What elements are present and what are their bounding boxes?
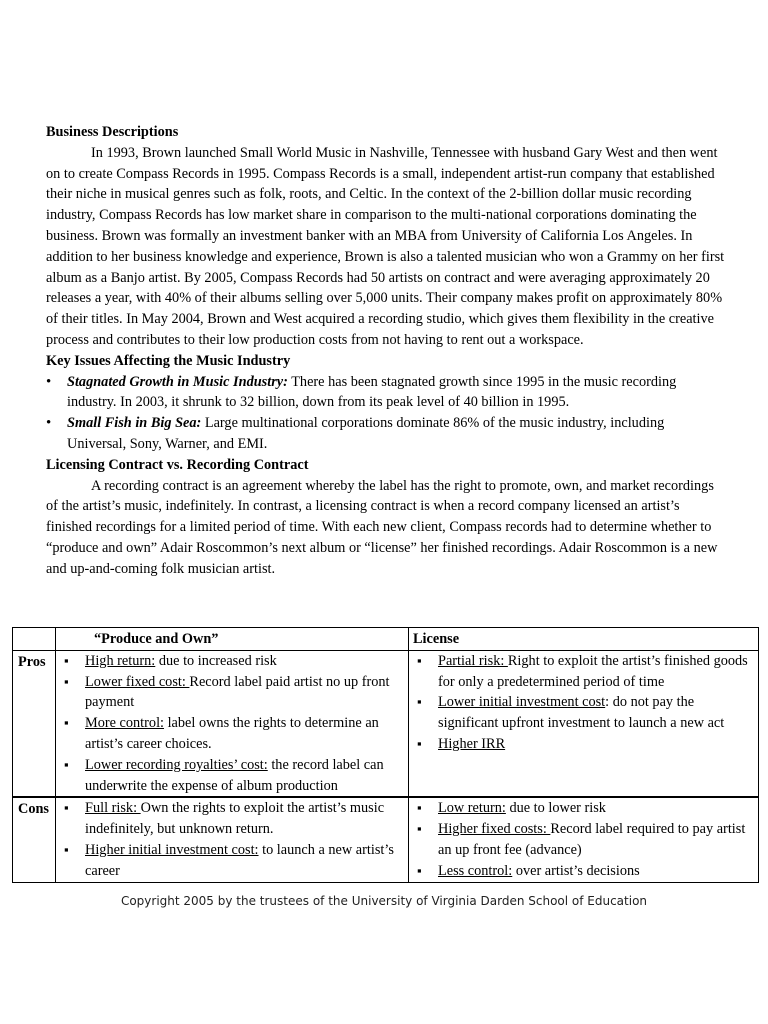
document-body	[46, 122, 726, 580]
issue-item	[46, 413, 726, 455]
cons-license-list	[413, 798, 754, 881]
corner-cell	[13, 628, 56, 651]
list-item: ▪ High return: due to increased risk	[60, 651, 404, 672]
pros-produce-list	[60, 651, 404, 797]
pros-license-cell	[409, 650, 759, 797]
licensing-paragraph: A recording contract is an agreement whereby the label has the right to promote, own, and market recordings of the artist’s music, indefinitely. In contrast, a licensing contract is when a record company licensed an artist’s finished recordings for a limited period of time. With each new client, Compass records had to determine whether to “produce and own” Adair Roscommon’s next album or “license” her finished recordings. Adair Roscommon is a new and up-and-coming folk musician artist.	[46, 477, 718, 577]
list-item: ▪ Low return: due to lower risk	[413, 798, 754, 819]
issue-text: There has been stagnated growth since 1995 in the music recording industry. In 2003, it shrunk to 32 billion, down from its peak level of 40 billion in 1995.	[67, 373, 677, 411]
issues-heading: Key Issues Affecting the Music Industry	[46, 352, 291, 369]
list-item: ▪ Lower fixed cost: Record label paid artist no up front payment	[60, 672, 404, 714]
table-header-row	[13, 628, 759, 651]
list-item: ▪ Less control: over artist’s decisions	[413, 861, 754, 882]
pros-produce-cell	[56, 650, 409, 797]
produce-own-header: “Produce and Own”	[56, 628, 409, 651]
license-header: License	[409, 628, 759, 651]
issue-title: Small Fish in Big Sea:	[67, 415, 202, 432]
list-item: ▪ Lower recording royalties’ cost: the record label can underwrite the expense of album production	[60, 755, 404, 797]
pros-row	[13, 650, 759, 797]
issue-item	[46, 372, 726, 414]
cons-produce-list	[60, 798, 404, 881]
pros-license-list	[413, 651, 754, 755]
list-item: ▪ Partial risk: Right to exploit the artist’s finished goods for only a predetermined period of time	[413, 651, 754, 693]
list-item: ▪ Higher fixed costs: Record label required to pay artist an up front fee (advance)	[413, 819, 754, 861]
list-item: ▪ Lower initial investment cost: do not pay the significant upfront investment to launch a new act	[413, 692, 754, 734]
issue-text: Large multinational corporations dominate 86% of the music industry, including Universal, Sony, Warner, and EMI.	[67, 415, 665, 452]
list-item: ▪ Higher IRR	[413, 734, 754, 755]
issues-list	[46, 372, 726, 455]
list-item: ▪ More control: label owns the rights to determine an artist’s career choices.	[60, 713, 404, 755]
business-paragraph: In 1993, Brown launched Small World Music in Nashville, Tennessee with husband Gary West and then went on to create Compass Records in 1995. Compass Records is a small, independent artist-run company that established their niche in musical genres such as folk, roots, and Celtic. In the context of the 2-billion dollar music recording industry, Compass Records has low market share in comparison to the multi-national corporations dominating the business. Brown was formally an investment banker with an MBA from University of California Los Angeles. In addition to her business knowledge and experience, Brown is also a talented musician who won a Grammy on her first album as a Banjo artist. By 2005, Compass Records had 50 artists on contract and were averaging approximately 20 releases a year, with 40% of their albums selling over 5,000 units. Their company makes profit on approximately 80% of their titles. In May 2004, Brown and West acquired a recording studio, which gives them flexibility in the creative process and contributes to their low production costs from not having to rent out a workspace.	[46, 144, 725, 348]
pros-label: Pros	[13, 650, 56, 797]
licensing-heading: Licensing Contract vs. Recording Contract	[46, 456, 309, 473]
copyright-footer: Copyright 2005 by the trustees of the University of Virginia Darden School of Education	[120, 894, 648, 908]
cons-row	[13, 797, 759, 882]
issue-title: Stagnated Growth in Music Industry:	[67, 373, 288, 390]
cons-label: Cons	[13, 797, 56, 882]
list-item: ▪ Full risk: Own the rights to exploit the artist’s music indefinitely, but unknown return.	[60, 798, 404, 840]
comparison-table	[12, 627, 759, 883]
cons-license-cell	[409, 797, 759, 882]
list-item: ▪ Higher initial investment cost: to launch a new artist’s career	[60, 840, 404, 882]
cons-produce-cell	[56, 797, 409, 882]
business-heading: Business Descriptions	[46, 124, 179, 140]
